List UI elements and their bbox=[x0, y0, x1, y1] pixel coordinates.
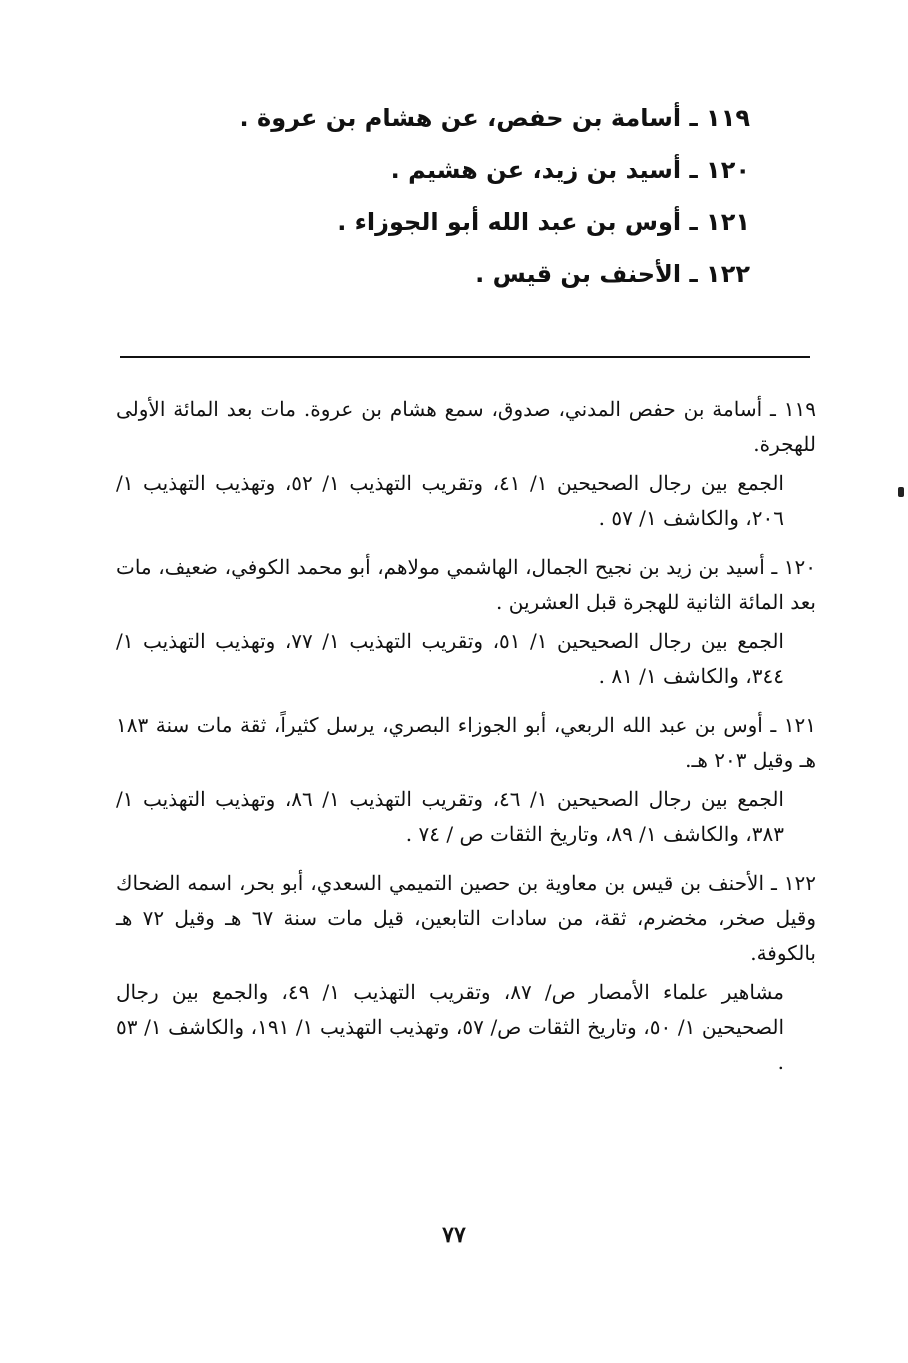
main-entry: ١١٩ ـ أسامة بن حفص، عن هشام بن عروة . bbox=[239, 104, 750, 132]
footnote bbox=[116, 550, 816, 694]
footnote bbox=[116, 392, 816, 536]
main-entry: ١٢١ ـ أوس بن عبد الله أبو الجوزاء . bbox=[337, 208, 750, 236]
footnote-references: الجمع بين رجال الصحيحين ١/ ٤١، وتقريب التهذيب ١/ ٥٢، وتهذيب التهذيب ١/ ٢٠٦، والكاشف ١/ ٥٧ . bbox=[116, 471, 784, 530]
footnote bbox=[116, 866, 816, 1080]
footnote bbox=[116, 708, 816, 852]
footnote-biography: ١٢١ ـ أوس بن عبد الله الربعي، أبو الجوزاء البصري، يرسل كثيراً، ثقة مات سنة ١٨٣ هـ وقيل ٢٠٣ هـ. bbox=[116, 713, 817, 772]
footnote-biography: ١١٩ ـ أسامة بن حفص المدني، صدوق، سمع هشام بن عروة. مات بعد المائة الأولى للهجرة. bbox=[116, 397, 816, 456]
footnotes-section bbox=[116, 392, 816, 1094]
main-entry: ١٢٠ ـ أسيد بن زيد، عن هشيم . bbox=[390, 156, 750, 184]
margin-mark bbox=[898, 487, 904, 497]
footnote-references: الجمع بين رجال الصحيحين ١/ ٥١، وتقريب التهذيب ١/ ٧٧، وتهذيب التهذيب ١/ ٣٤٤، والكاشف ١/ ٨١ . bbox=[116, 629, 784, 688]
footnote-divider bbox=[120, 356, 810, 358]
footnote-biography: ١٢٠ ـ أسيد بن زيد بن نجيح الجمال، الهاشمي مولاهم، أبو محمد الكوفي، ضعيف، مات بعد المائة الثانية للهجرة قبل العشرين . bbox=[116, 555, 816, 614]
footnote-references: مشاهير علماء الأمصار ص/ ٨٧، وتقريب التهذيب ١/ ٤٩، والجمع بين رجال الصحيحين ١/ ٥٠، وتاريخ الثقات ص/ ٥٧، وتهذيب التهذيب ١/ ١٩١، والكاشف ١/ ٥٣ . bbox=[116, 980, 785, 1074]
page-number: ٧٧ bbox=[442, 1222, 466, 1248]
main-entry-list bbox=[190, 92, 750, 300]
main-entry: ١٢٢ ـ الأحنف بن قيس . bbox=[475, 260, 750, 288]
footnote-references: الجمع بين رجال الصحيحين ١/ ٤٦، وتقريب التهذيب ١/ ٨٦، وتهذيب التهذيب ١/ ٣٨٣، والكاشف ١/ ٨٩، وتاريخ الثقات ص / ٧٤ . bbox=[116, 787, 784, 846]
footnote-biography: ١٢٢ ـ الأحنف بن قيس بن معاوية بن حصين التميمي السعدي، أبو بحر، اسمه الضحاك وقيل صخر، مخضرم، ثقة، من سادات التابعين، قيل مات سنة ٦٧ هـ وقيل ٧٢ هـ بالكوفة. bbox=[116, 871, 816, 965]
